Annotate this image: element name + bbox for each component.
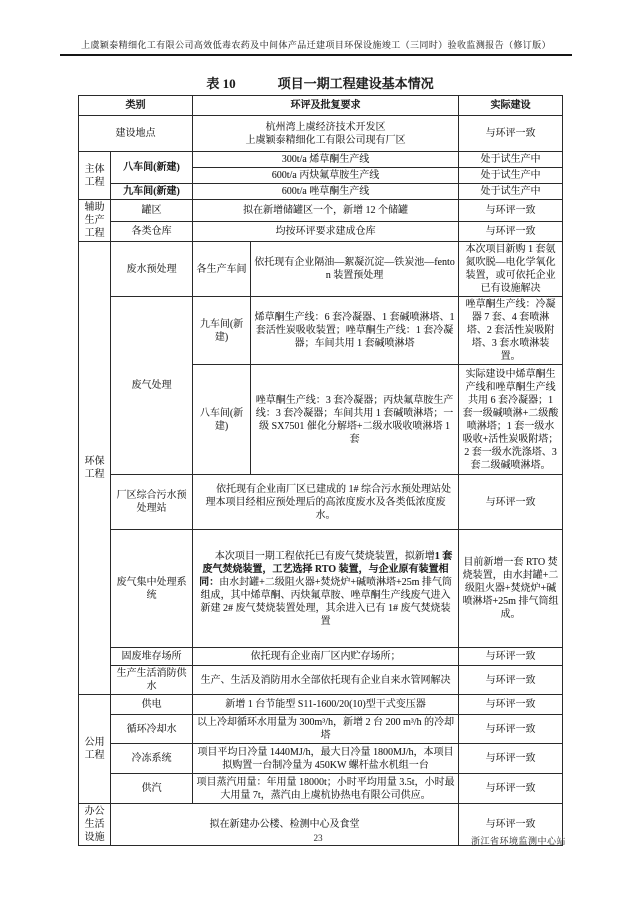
- header-requirement: 环评及批复要求: [193, 96, 459, 116]
- header-actual: 实际建设: [459, 96, 563, 116]
- group-env-works: 环保工程: [79, 242, 111, 695]
- cooling-label: 循环冷却水: [111, 715, 193, 744]
- solid-waste-actual: 与环评一致: [459, 648, 563, 666]
- row-wastewater: [79, 242, 563, 297]
- refrigeration-req: 项目平均日冷量 1440MJ/h，最大日冷量 1800MJ/h，本项目拟购置一台制冷量为 450KW 螺杆盐水机组一台: [193, 744, 459, 774]
- tank-req: 拟在新增储罐区一个，新增 12 个储罐: [193, 200, 459, 222]
- incineration-actual: 目前新增一套 RTO 焚烧装置，由水封罐+二级阻火器+焚烧炉+碱喷淋塔+25m 排气筒组成。: [459, 530, 563, 648]
- row-steam-supply: [79, 774, 563, 804]
- wastewater-sub: 各生产车间: [193, 242, 251, 297]
- site-line2: 上虞颖泰精细化工有限公司现有厂区: [245, 134, 406, 146]
- main-line2-actual: 处于试生产中: [459, 168, 563, 184]
- power-req: 新增 1 台节能型 S11-1600/20(10)型干式变压器: [193, 695, 459, 715]
- cooling-actual: 与环评一致: [459, 715, 563, 744]
- wastewater-actual: 本次项目新购 1 套氨氮吹脱—电化学氧化装置，或可依托企业已有设施解决: [459, 242, 563, 297]
- row-solid-waste: [79, 648, 563, 666]
- table-title: 项目一期工程建设基本情况: [277, 76, 434, 91]
- row-site: [79, 116, 563, 152]
- main-line2-req: 600t/a 丙炔氟草胺生产线: [193, 168, 459, 184]
- site-requirement: [193, 116, 459, 152]
- fire-water-label: 生产生活消防供水: [111, 666, 193, 695]
- solid-waste-req: 依托现有企业南厂区内贮存场所；: [193, 648, 459, 666]
- wastewater-req: 依托现有企业隔油—絮凝沉淀—铁炭池—fenton 装置预处理: [251, 242, 459, 297]
- wastewater-label: 废水预处理: [111, 242, 193, 297]
- site-line1: 杭州湾上虞经济技术开发区: [265, 121, 386, 133]
- row-refrigeration: [79, 744, 563, 774]
- steam-actual: 与环评一致: [459, 774, 563, 804]
- table-title-bar: [78, 73, 562, 92]
- gas-w9-sub: 九车间(新建): [193, 297, 251, 365]
- page-number: 23: [313, 833, 323, 843]
- group-utility-works: 公用工程: [79, 695, 111, 804]
- refrigeration-actual: 与环评一致: [459, 744, 563, 774]
- office-req: 拟在新建办公楼、检测中心及食堂: [111, 804, 459, 846]
- row-main-line3: [79, 184, 563, 200]
- incineration-req: [193, 530, 459, 648]
- incineration-req-pre: 本次项目一期工程依托已有废气焚烧装置，拟新增: [214, 550, 435, 562]
- main-line3-req: 600t/a 唑草酮生产线: [193, 184, 459, 200]
- main-line1-actual: 处于试生产中: [459, 152, 563, 168]
- row-main-line1: [79, 152, 563, 168]
- group-aux-works: 辅助生产工程: [79, 200, 111, 242]
- group-office-facilities: 办公生活设施: [79, 804, 111, 846]
- gas-w9-actual: 唑草酮生产线：冷凝器 7 套、4 套喷淋塔、2 套活性炭吸附塔、3 套水喷淋装置。: [459, 297, 563, 365]
- incineration-req-bold: 1 套废气焚烧装置，工艺选择 RTO 装置，与企业原有装置相同：: [199, 550, 453, 588]
- steam-req: 项目蒸汽用量：年用量 18000t；小时平均用量 3.5t，小时最大用量 7t，蒸汽由上虞杭协热电有限公司供应。: [193, 774, 459, 804]
- row-warehouse: [79, 221, 563, 241]
- sewage-label: 厂区综合污水预处理站: [111, 475, 193, 530]
- gas-w9-req: 烯草酮生产线：6 套冷凝器、1 套碱喷淋塔、1 套活性炭吸收装置；唑草酮生产线：1 套冷凝器；车间共用 1 套碱喷淋塔: [251, 297, 459, 365]
- warehouse-req: 均按环评要求建成仓库: [193, 221, 459, 241]
- warehouse-actual: 与环评一致: [459, 221, 563, 241]
- fire-water-req: 生产、生活及消防用水全部依托现有企业自来水管网解决: [193, 666, 459, 695]
- document-header-line: 上虞颖泰精细化工有限公司高效低毒农药及中间体产品迁建项目环保设施竣工（三同时）验收监测报告（修订版）: [60, 38, 572, 56]
- tank-label: 罐区: [111, 200, 193, 222]
- row-tank-area: [79, 200, 563, 222]
- site-actual: 与环评一致: [459, 116, 563, 152]
- gas-w8-req: 唑草酮生产线：3 套冷凝器；丙炔氟草胺生产线：3 套冷凝器；车间共用 1 套碱喷淋塔；一级 SX7501 催化分解塔+二级水吸收喷淋塔 1 套: [251, 365, 459, 475]
- steam-label: 供汽: [111, 774, 193, 804]
- power-actual: 与环评一致: [459, 695, 563, 715]
- project-construction-table: [78, 95, 563, 846]
- incineration-req-post: 由水封罐+二级阻火器+焚烧炉+碱喷淋塔+25m 排气筒组成，其中烯草酮、丙炔氟草胺、唑草酮生产线废气进入新建 2# 废气焚烧装置处理，其余进入已有 1# 废气焚烧装置: [200, 576, 452, 627]
- gas-w8-sub: 八车间(新建): [193, 365, 251, 475]
- sewage-req: 依托现有企业南厂区已建成的 1# 综合污水预处理站处理本项目经相应预处理后的高浓度废水及各类低浓度废水。: [193, 475, 459, 530]
- workshop9-label: 九车间(新建): [111, 184, 193, 200]
- sewage-actual: 与环评一致: [459, 475, 563, 530]
- main-line1-req: 300t/a 烯草酮生产线: [193, 152, 459, 168]
- footer-organization: 浙江省环境监测中心站: [470, 836, 566, 846]
- main-line3-actual: 处于试生产中: [459, 184, 563, 200]
- solid-waste-label: 固废堆存场所: [111, 648, 193, 666]
- gas-label: 废气处理: [111, 297, 193, 475]
- row-power-supply: [79, 695, 563, 715]
- row-sewage-station: [79, 475, 563, 530]
- gas-w8-actual: 实际建设中烯草酮生产线和唑草酮生产线共用 6 套冷凝器；1 套一级碱喷淋+二级酸喷淋塔；1 套一级水吸收+活性炭吸附塔；2 套一级水洗涤塔、3 套二级碱喷淋塔。: [459, 365, 563, 475]
- cooling-req: 以上冷却循环水用量为 300m³/h，新增 2 台 200 m³/h 的冷却塔: [193, 715, 459, 744]
- warehouse-label: 各类仓库: [111, 221, 193, 241]
- office-actual: 与环评一致: [459, 804, 563, 846]
- site-label: 建设地点: [79, 116, 193, 152]
- refrigeration-label: 冷冻系统: [111, 744, 193, 774]
- row-incineration: [79, 530, 563, 648]
- power-label: 供电: [111, 695, 193, 715]
- workshop8-label: 八车间(新建): [111, 152, 193, 184]
- table-header-row: [79, 96, 563, 116]
- row-gas-workshop9: [79, 297, 563, 365]
- incineration-label: 废气集中处理系统: [111, 530, 193, 648]
- group-main-works: 主体工程: [79, 152, 111, 200]
- header-category: 类别: [79, 96, 193, 116]
- row-fire-water: [79, 666, 563, 695]
- fire-water-actual: 与环评一致: [459, 666, 563, 695]
- tank-actual: 与环评一致: [459, 200, 563, 222]
- row-cooling-water: [79, 715, 563, 744]
- table-number-label: 表 10: [206, 76, 236, 91]
